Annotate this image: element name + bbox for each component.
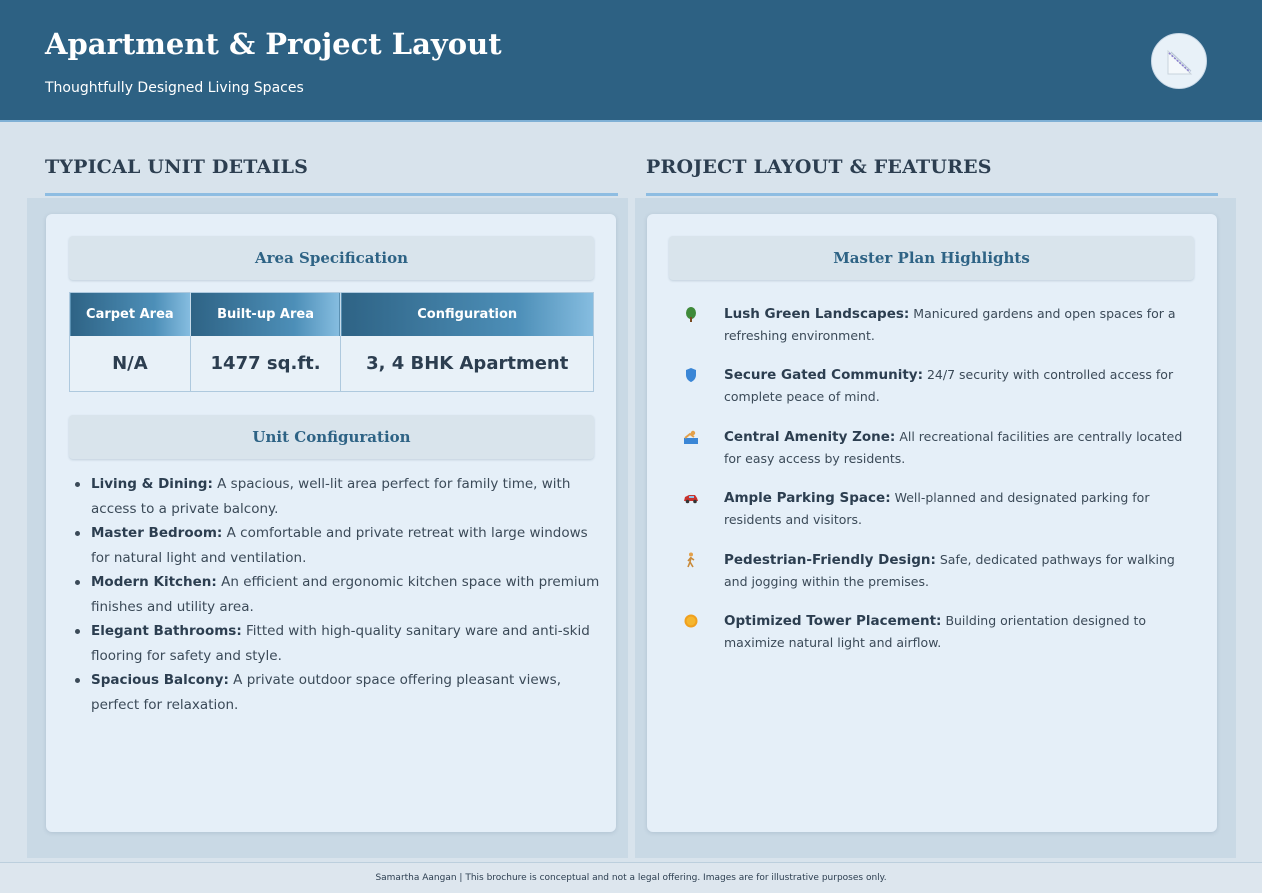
list-item bbox=[73, 472, 603, 521]
logo-badge bbox=[1151, 33, 1207, 89]
column-header-built-up-area: Built-up Area bbox=[190, 293, 341, 336]
list-item-text: Fitted with high-quality sanitary ware and anti-skid flooring for safety and style. bbox=[91, 623, 590, 664]
sun-icon bbox=[680, 613, 702, 629]
built-up-area-value: 1477 sq.ft. bbox=[190, 336, 341, 392]
list-item-text: An efficient and ergonomic kitchen space with premium finishes and utility area. bbox=[91, 574, 600, 615]
swimming-icon bbox=[680, 429, 702, 445]
list-item-label: Modern Kitchen: bbox=[91, 574, 217, 590]
feature-label: Central Amenity Zone: bbox=[724, 429, 896, 445]
section-title-unit-details: TYPICAL UNIT DETAILS bbox=[45, 156, 309, 178]
carpet-area-value: N/A bbox=[70, 336, 191, 392]
feature-item-pedestrian bbox=[680, 549, 1190, 592]
section-title-project-layout: PROJECT LAYOUT & FEATURES bbox=[646, 156, 992, 178]
feature-text: All recreational facilities are centrally located for easy access by residents. bbox=[724, 429, 1183, 466]
tree-icon bbox=[680, 306, 702, 322]
area-specification-heading: Area Specification bbox=[69, 236, 594, 280]
list-item-text: A comfortable and private retreat with large windows for natural light and ventilation. bbox=[91, 525, 588, 566]
list-item bbox=[73, 619, 603, 668]
page-header bbox=[0, 0, 1262, 122]
list-item-text: A private outdoor space offering pleasant views, perfect for relaxation. bbox=[91, 672, 561, 713]
column-header-carpet-area: Carpet Area bbox=[70, 293, 191, 336]
feature-label: Optimized Tower Placement: bbox=[724, 613, 942, 629]
list-item-label: Living & Dining: bbox=[91, 476, 213, 492]
section-divider bbox=[646, 193, 1218, 196]
ruler-pencil-icon bbox=[1164, 46, 1196, 78]
feature-label: Lush Green Landscapes: bbox=[724, 306, 910, 322]
feature-text: 24/7 security with controlled access for complete peace of mind. bbox=[724, 367, 1174, 404]
feature-text: Building orientation designed to maximize natural light and airflow. bbox=[724, 613, 1147, 650]
table-header-row bbox=[70, 293, 594, 336]
list-item-text: A spacious, well-lit area perfect for family time, with access to a private balcony. bbox=[91, 476, 571, 517]
feature-text: Well-planned and designated parking for residents and visitors. bbox=[724, 490, 1150, 527]
feature-item-landscapes bbox=[680, 303, 1190, 346]
list-item bbox=[73, 521, 603, 570]
table-row bbox=[70, 336, 594, 392]
list-item-label: Master Bedroom: bbox=[91, 525, 223, 541]
configuration-value: 3, 4 BHK Apartment bbox=[341, 336, 594, 392]
feature-item-security bbox=[680, 364, 1190, 407]
unit-configuration-heading: Unit Configuration bbox=[69, 415, 594, 459]
shield-icon bbox=[680, 367, 702, 383]
feature-label: Secure Gated Community: bbox=[724, 367, 923, 383]
page-footer: Samartha Aangan | This brochure is conceptual and not a legal offering. Images are for illustrative purposes only. bbox=[0, 862, 1262, 893]
feature-item-parking bbox=[680, 487, 1190, 530]
feature-text: Safe, dedicated pathways for walking and jogging within the premises. bbox=[724, 552, 1175, 589]
walking-person-icon bbox=[680, 552, 702, 568]
page-title: Apartment & Project Layout bbox=[45, 27, 502, 61]
car-icon bbox=[680, 490, 702, 506]
column-header-configuration: Configuration bbox=[341, 293, 594, 336]
feature-item-tower-placement bbox=[680, 610, 1190, 653]
feature-item-amenity-zone bbox=[680, 426, 1190, 469]
page-subtitle: Thoughtfully Designed Living Spaces bbox=[45, 80, 304, 96]
section-divider bbox=[45, 193, 618, 196]
unit-configuration-list bbox=[73, 472, 603, 717]
feature-text: Manicured gardens and open spaces for a refreshing environment. bbox=[724, 306, 1176, 343]
feature-label: Ample Parking Space: bbox=[724, 490, 891, 506]
list-item bbox=[73, 570, 603, 619]
feature-label: Pedestrian-Friendly Design: bbox=[724, 552, 936, 568]
area-specification-table bbox=[69, 292, 594, 392]
list-item bbox=[73, 668, 603, 717]
list-item-label: Elegant Bathrooms: bbox=[91, 623, 242, 639]
master-plan-heading: Master Plan Highlights bbox=[669, 236, 1194, 280]
list-item-label: Spacious Balcony: bbox=[91, 672, 229, 688]
